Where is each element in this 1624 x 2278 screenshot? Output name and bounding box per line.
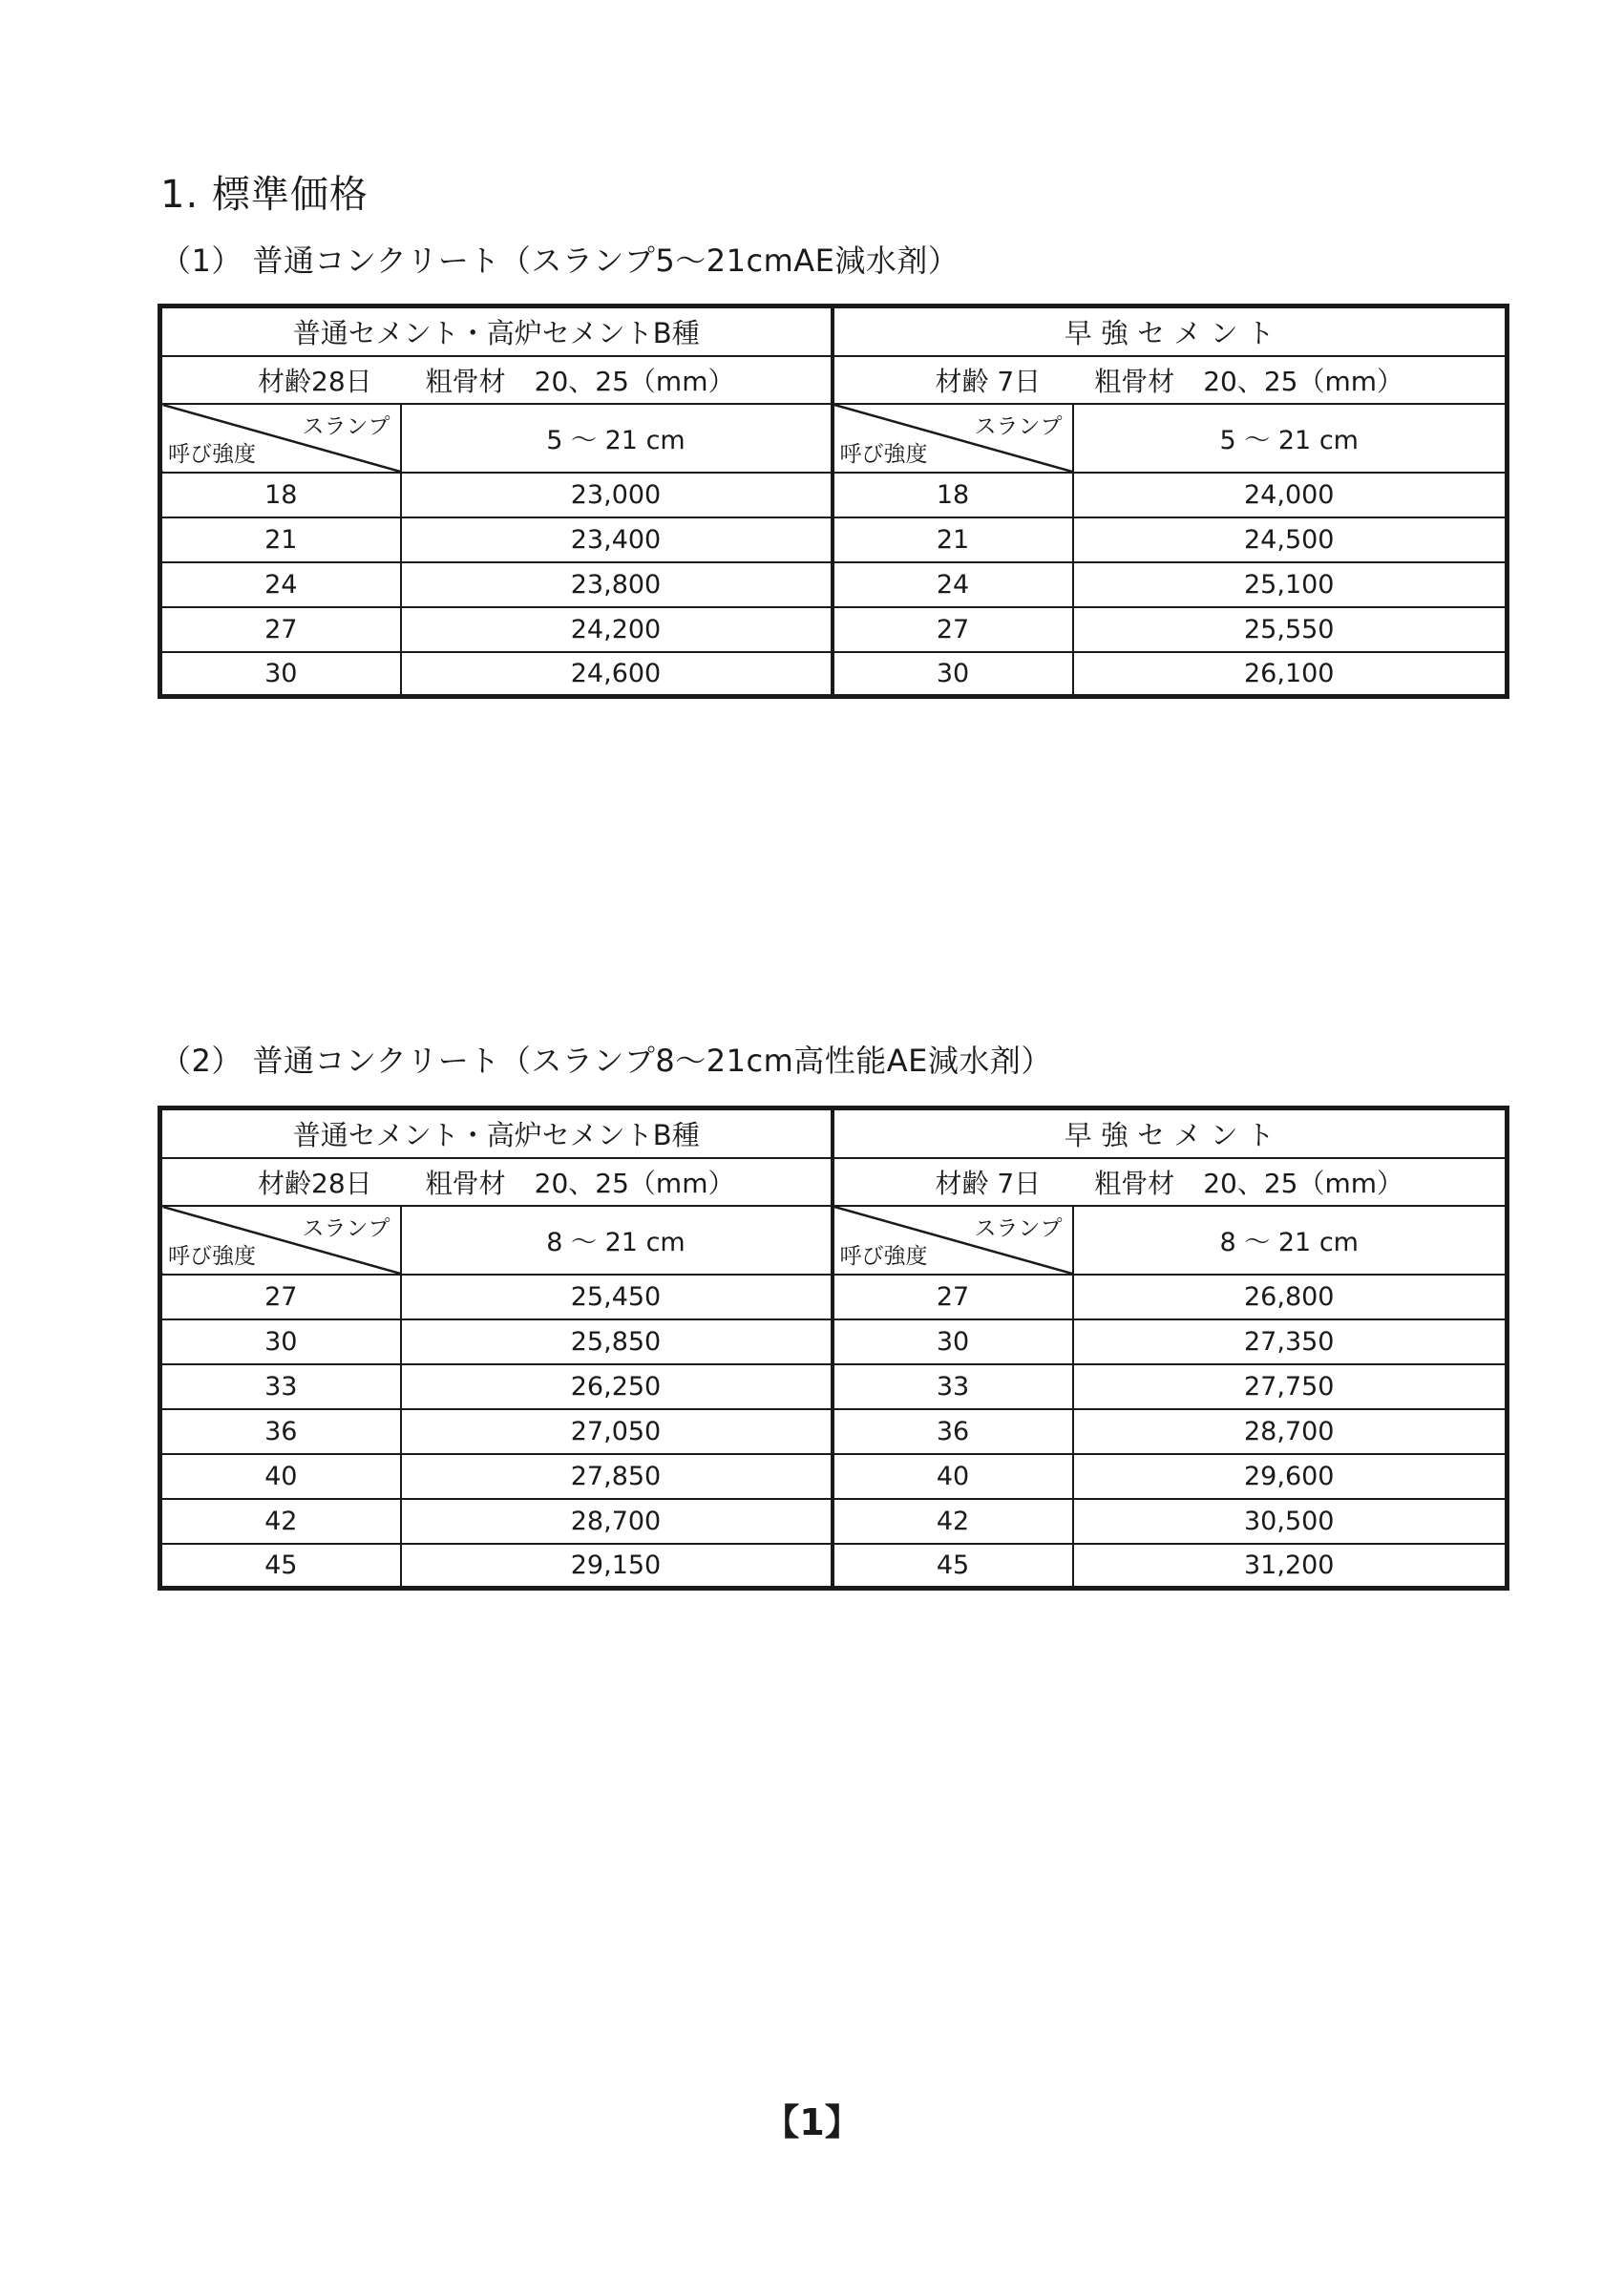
price-cell: 28,700 xyxy=(401,1499,833,1544)
strength-cell: 36 xyxy=(833,1409,1073,1454)
price-cell: 23,800 xyxy=(401,562,833,607)
price-cell: 26,250 xyxy=(401,1364,833,1409)
slump-row xyxy=(160,404,1508,473)
strength-cell: 45 xyxy=(160,1544,401,1589)
left-aggregate-value: 20、25（mm） xyxy=(534,1167,735,1199)
right-diagonal-header xyxy=(833,1206,1073,1275)
page-number: 【1】 xyxy=(763,2101,861,2143)
table-row xyxy=(160,1319,1508,1364)
group-header-row xyxy=(160,1108,1508,1158)
price-cell: 25,100 xyxy=(1073,562,1508,607)
price-cell: 29,150 xyxy=(401,1544,833,1589)
price-cell: 24,500 xyxy=(1073,517,1508,562)
left-aggregate-value: 20、25（mm） xyxy=(534,365,735,397)
strength-cell: 27 xyxy=(160,1275,401,1319)
left-slump-range: 8 ～ 21 cm xyxy=(401,1206,833,1275)
table-row xyxy=(160,562,1508,607)
strength-cell: 40 xyxy=(833,1454,1073,1499)
diag-slump-label: スランプ xyxy=(974,413,1063,439)
strength-cell: 27 xyxy=(160,607,401,652)
table-row xyxy=(160,1409,1508,1454)
strength-cell: 21 xyxy=(160,517,401,562)
strength-cell: 42 xyxy=(833,1499,1073,1544)
right-age: 材齢 7日 xyxy=(935,365,1042,397)
right-aggregate-value: 20、25（mm） xyxy=(1203,365,1404,397)
table-row xyxy=(160,1275,1508,1319)
price-cell: 31,200 xyxy=(1073,1544,1508,1589)
section-1-title: （1） 普通コンクリート（スランプ5～21cmAE減水剤） xyxy=(160,243,960,279)
strength-cell: 30 xyxy=(833,652,1073,697)
diag-slump-label: スランプ xyxy=(974,1215,1063,1241)
diag-strength-label: 呼び強度 xyxy=(168,441,256,467)
page-heading: 1. 標準価格 xyxy=(160,173,369,217)
table-row xyxy=(160,517,1508,562)
price-cell: 23,000 xyxy=(401,473,833,517)
price-cell: 27,350 xyxy=(1073,1319,1508,1364)
diag-slump-label: スランプ xyxy=(302,1215,390,1241)
strength-cell: 27 xyxy=(833,1275,1073,1319)
strength-cell: 45 xyxy=(833,1544,1073,1589)
left-age: 材齢28日 xyxy=(258,365,372,397)
price-table-2 xyxy=(158,1106,1509,1591)
right-slump-range: 8 ～ 21 cm xyxy=(1073,1206,1508,1275)
diag-slump-label: スランプ xyxy=(302,413,390,439)
diag-strength-label: 呼び強度 xyxy=(839,441,928,467)
price-cell: 23,400 xyxy=(401,517,833,562)
strength-cell: 40 xyxy=(160,1454,401,1499)
strength-cell: 36 xyxy=(160,1409,401,1454)
price-cell: 24,000 xyxy=(1073,473,1508,517)
condition-row xyxy=(160,356,1508,404)
strength-cell: 27 xyxy=(833,607,1073,652)
strength-cell: 30 xyxy=(833,1319,1073,1364)
price-table-1 xyxy=(158,304,1509,699)
table-row xyxy=(160,473,1508,517)
condition-row xyxy=(160,1158,1508,1206)
left-aggregate-label: 粗骨材 xyxy=(425,365,506,397)
slump-row xyxy=(160,1206,1508,1275)
price-cell: 27,850 xyxy=(401,1454,833,1499)
group-header-row xyxy=(160,306,1508,356)
strength-cell: 24 xyxy=(833,562,1073,607)
price-cell: 26,800 xyxy=(1073,1275,1508,1319)
right-aggregate-label: 粗骨材 xyxy=(1094,1167,1175,1199)
left-diagonal-header xyxy=(160,1206,401,1275)
strength-cell: 18 xyxy=(833,473,1073,517)
strength-cell: 33 xyxy=(833,1364,1073,1409)
right-group-conditions xyxy=(833,1158,1508,1206)
strength-cell: 42 xyxy=(160,1499,401,1544)
table-row xyxy=(160,1454,1508,1499)
right-aggregate-value: 20、25（mm） xyxy=(1203,1167,1404,1199)
price-cell: 25,550 xyxy=(1073,607,1508,652)
price-cell: 24,200 xyxy=(401,607,833,652)
left-aggregate-label: 粗骨材 xyxy=(425,1167,506,1199)
strength-cell: 30 xyxy=(160,1319,401,1364)
price-cell: 26,100 xyxy=(1073,652,1508,697)
strength-cell: 21 xyxy=(833,517,1073,562)
price-cell: 29,600 xyxy=(1073,1454,1508,1499)
price-cell: 28,700 xyxy=(1073,1409,1508,1454)
table-row xyxy=(160,607,1508,652)
table-row xyxy=(160,1364,1508,1409)
table-row xyxy=(160,1499,1508,1544)
price-cell: 25,450 xyxy=(401,1275,833,1319)
left-group-conditions xyxy=(160,356,833,404)
right-aggregate-label: 粗骨材 xyxy=(1094,365,1175,397)
strength-cell: 30 xyxy=(160,652,401,697)
right-group-name: 早 強 セ メ ン ト xyxy=(833,1108,1508,1158)
section-2-title: （2） 普通コンクリート（スランプ8～21cm高性能AE減水剤） xyxy=(160,1043,1052,1079)
right-group-name: 早 強 セ メ ン ト xyxy=(833,306,1508,356)
price-cell: 25,850 xyxy=(401,1319,833,1364)
left-group-name: 普通セメント・高炉セメントB種 xyxy=(160,1108,833,1158)
right-group-conditions xyxy=(833,356,1508,404)
table-row xyxy=(160,1544,1508,1589)
price-cell: 30,500 xyxy=(1073,1499,1508,1544)
table-row xyxy=(160,652,1508,697)
right-age: 材齢 7日 xyxy=(935,1167,1042,1199)
left-slump-range: 5 ～ 21 cm xyxy=(401,404,833,473)
price-cell: 24,600 xyxy=(401,652,833,697)
diag-strength-label: 呼び強度 xyxy=(168,1243,256,1269)
price-cell: 27,050 xyxy=(401,1409,833,1454)
left-group-conditions xyxy=(160,1158,833,1206)
strength-cell: 24 xyxy=(160,562,401,607)
strength-cell: 18 xyxy=(160,473,401,517)
strength-cell: 33 xyxy=(160,1364,401,1409)
diag-strength-label: 呼び強度 xyxy=(839,1243,928,1269)
left-diagonal-header xyxy=(160,404,401,473)
left-group-name: 普通セメント・高炉セメントB種 xyxy=(160,306,833,356)
right-diagonal-header xyxy=(833,404,1073,473)
right-slump-range: 5 ～ 21 cm xyxy=(1073,404,1508,473)
price-cell: 27,750 xyxy=(1073,1364,1508,1409)
left-age: 材齢28日 xyxy=(258,1167,372,1199)
